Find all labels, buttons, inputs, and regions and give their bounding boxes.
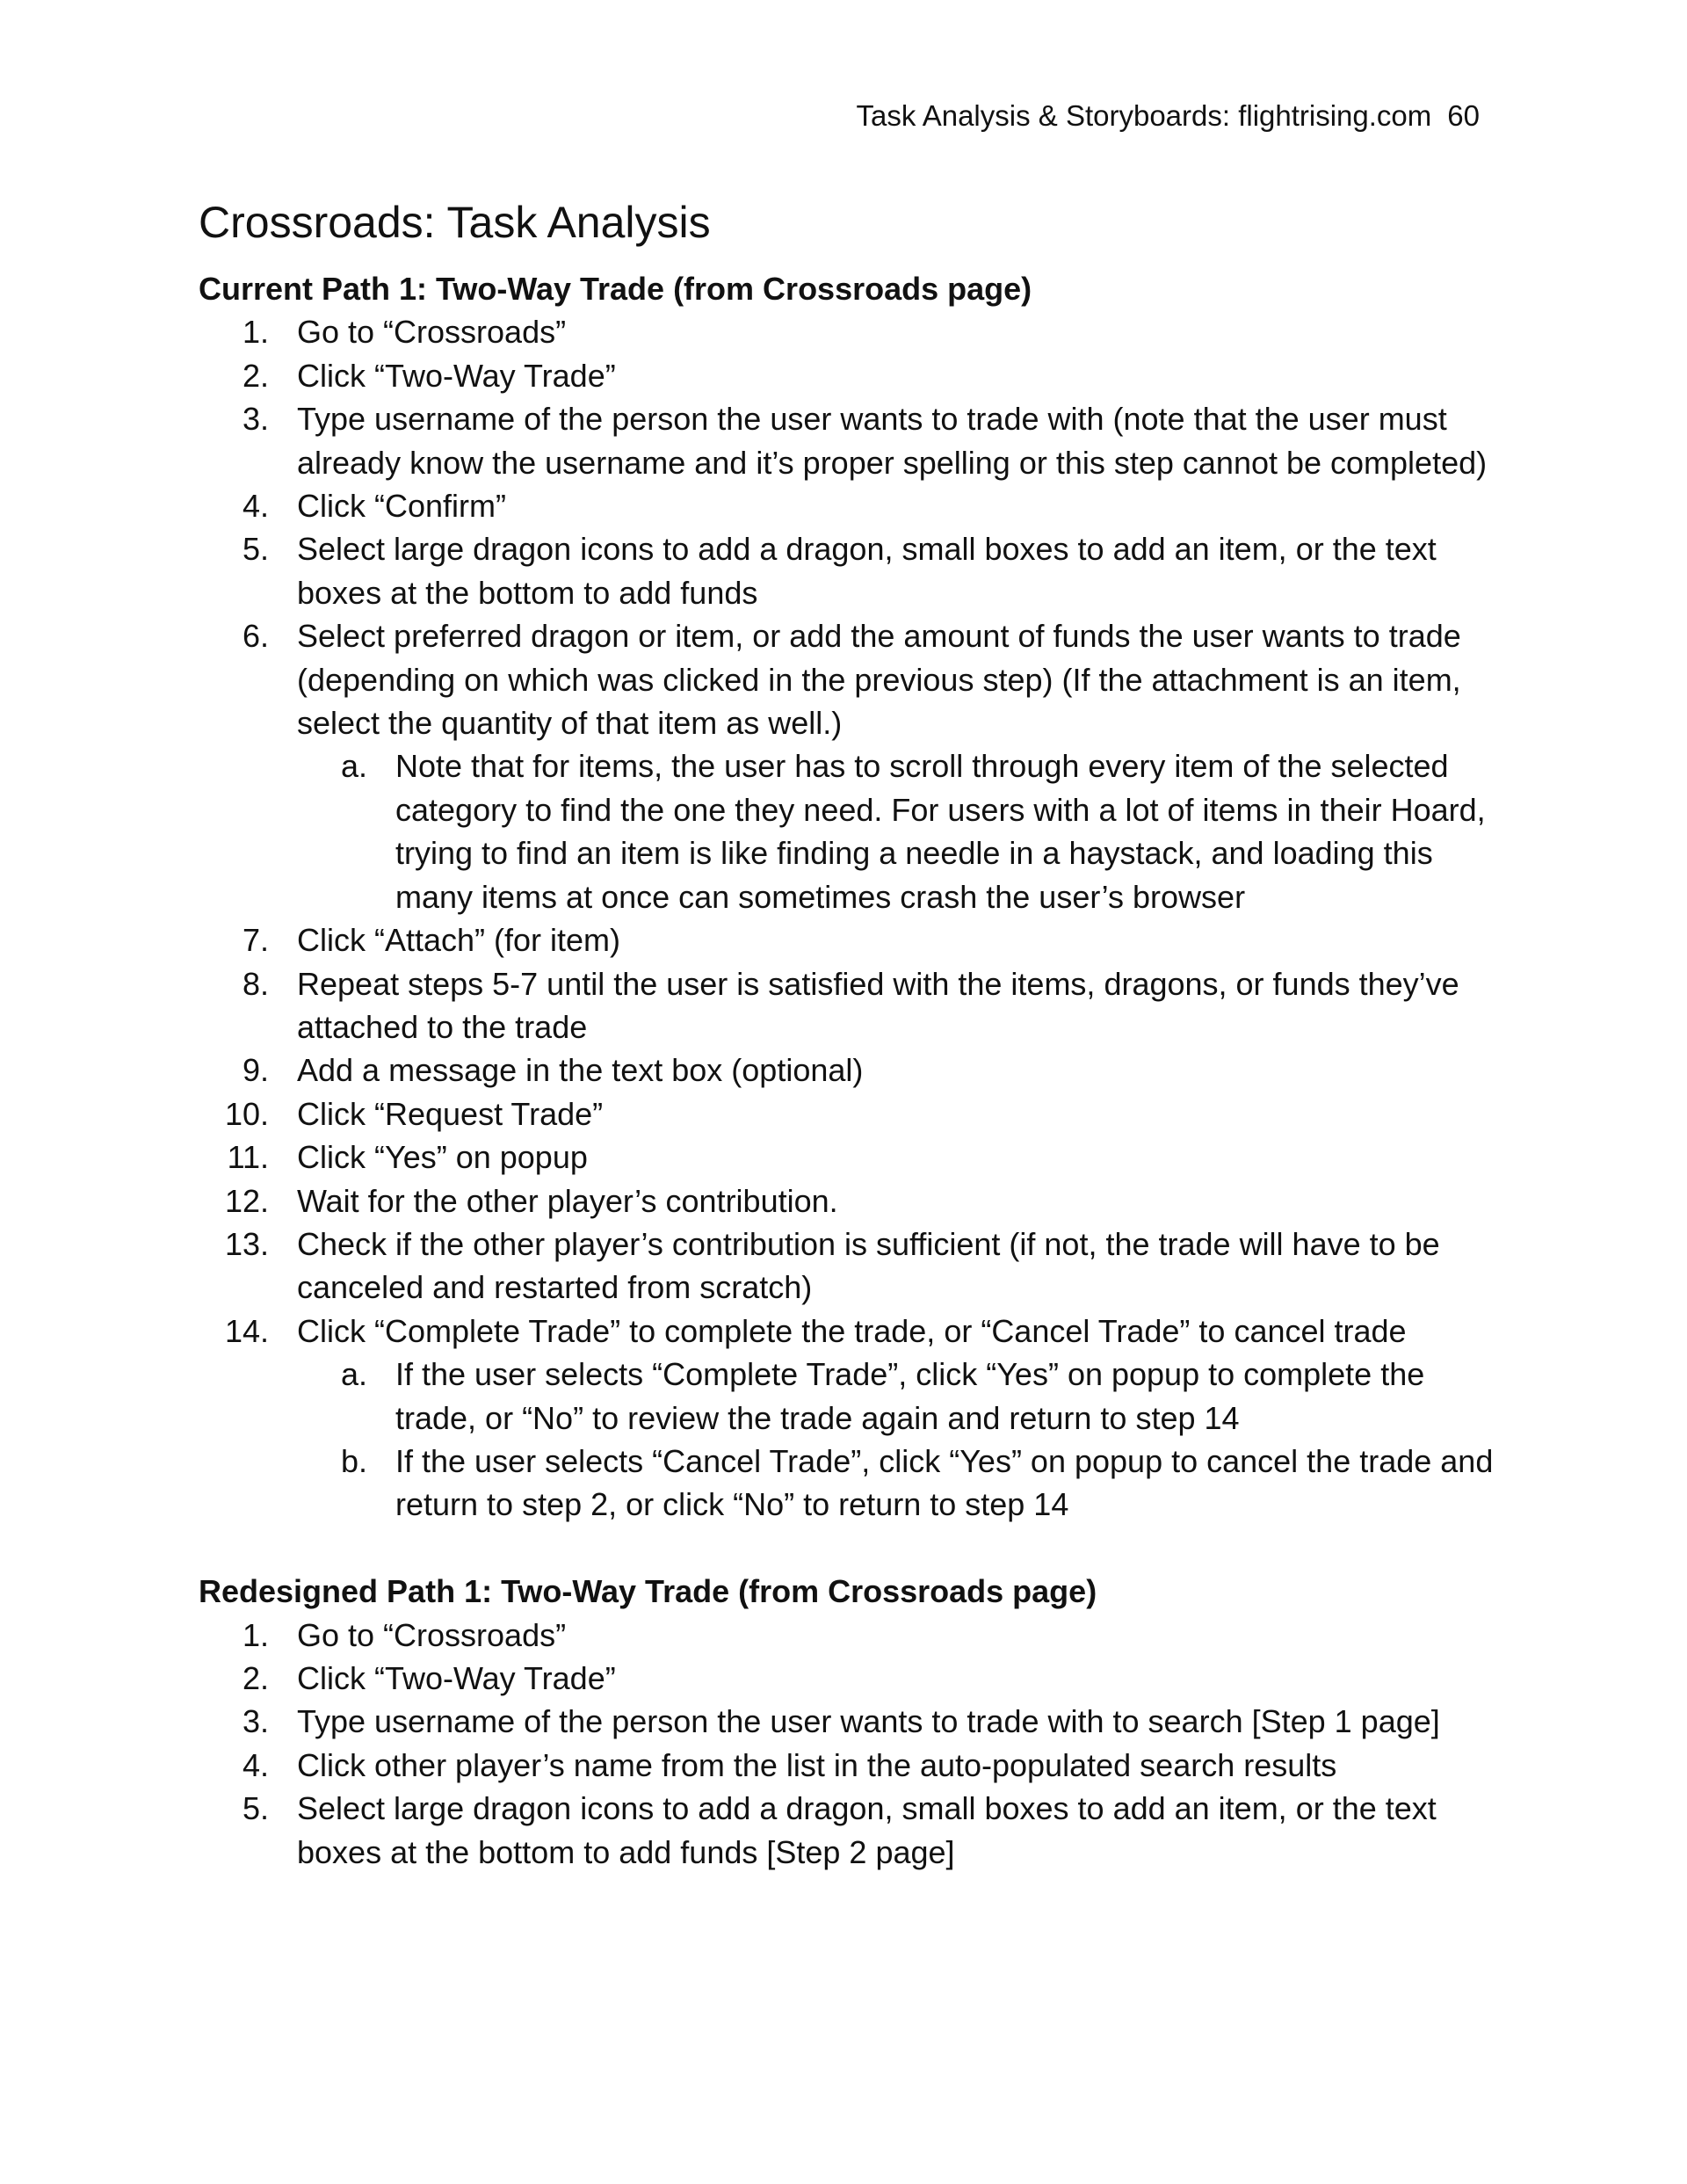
list-item [199,397,1499,484]
list-item [199,614,1499,918]
list-item [199,1657,1499,1700]
substep-text: If the user selects “Cancel Trade”, click “Yes” on popup to cancel the trade and return to step 2, or click “No” to return to step 14 [395,1442,1494,1523]
step-text: Add a message in the text box (optional) [297,1052,864,1089]
step-text: Click “Two-Way Trade” [297,357,616,394]
document-body [199,192,1499,1874]
step-text: Click “Request Trade” [297,1095,604,1132]
list-item [199,484,1499,527]
step-number: 5. [242,531,269,568]
sub-list-item [297,1353,1499,1440]
step-number: 13. [224,1225,269,1262]
step-number: 4. [242,488,269,525]
step-number: 12. [224,1182,269,1219]
list-item [199,1092,1499,1136]
sub-list-item [297,744,1499,918]
step-number: 2. [242,357,269,394]
list-item [199,1700,1499,1743]
list-item [199,1136,1499,1179]
substep-text: Note that for items, the user has to scroll through every item of the selected category to find the one they need. For users with a lot of items in their Hoard, trying to find an item is like finding a needle in a haystack, and loading this many items at once can sometimes crash the user’s browser [395,748,1486,915]
running-header [857,98,1480,134]
step-text: Click “Yes” on popup [297,1139,588,1176]
step-number: 1. [242,1616,269,1653]
step-number: 1. [242,314,269,351]
step-number: 2. [242,1659,269,1696]
sub-list [297,1353,1499,1527]
page-title: Crossroads: Task Analysis [199,198,711,247]
current-path-steps [199,310,1499,1526]
step-number: 10. [224,1095,269,1132]
redesigned-path-section [199,1570,1499,1874]
substep-letter: a. [340,748,367,785]
list-item [199,354,1499,397]
list-item [199,527,1499,614]
list-item [199,1614,1499,1657]
step-text: Select large dragon icons to add a dragon, small boxes to add an item, or the text boxes at the bottom to add funds [Step 2 page] [297,1790,1437,1870]
current-path-section [199,267,1499,1527]
redesigned-path-heading: Redesigned Path 1: Two-Way Trade (from Crossroads page) [199,1573,1097,1610]
list-item [199,1223,1499,1310]
step-text: Repeat steps 5-7 until the user is satisfied with the items, dragons, or funds they’ve attached to the trade [297,965,1459,1045]
step-text: Check if the other player’s contribution is sufficient (if not, the trade will have to be canceled and restarted from scratch) [297,1225,1440,1306]
step-number: 4. [242,1746,269,1783]
step-number: 5. [242,1790,269,1827]
current-path-heading: Current Path 1: Two-Way Trade (from Crossroads page) [199,271,1032,307]
step-text: Wait for the other player’s contribution. [297,1182,838,1219]
list-item [199,1048,1499,1092]
step-text: Click other player’s name from the list in the auto-populated search results [297,1746,1337,1783]
step-text: Go to “Crossroads” [297,314,567,351]
step-text: Click “Attach” (for item) [297,922,621,959]
step-number: 14. [224,1312,269,1349]
step-number: 9. [242,1052,269,1089]
page-number: 60 [1447,99,1480,132]
step-number: 7. [242,922,269,959]
list-item [199,1744,1499,1787]
substep-text: If the user selects “Complete Trade”, click “Yes” on popup to complete the trade, or “No” to review the trade again and return to step 14 [395,1356,1425,1436]
step-number: 8. [242,965,269,1002]
list-item [199,962,1499,1049]
step-number: 6. [242,618,269,655]
step-text: Type username of the person the user wants to trade with to search [Step 1 page] [297,1703,1440,1740]
step-text: Select preferred dragon or item, or add the amount of funds the user wants to trade (depending on which was clicked in the previous step) (If the attachment is an item, select the quantity of that item as well.) [297,618,1461,742]
running-title: Task Analysis & Storyboards: flightrising.com [856,99,1432,132]
step-number: 3. [242,401,269,438]
step-text: Click “Complete Trade” to complete the trade, or “Cancel Trade” to cancel trade [297,1312,1407,1349]
step-text: Go to “Crossroads” [297,1616,567,1653]
step-text: Select large dragon icons to add a dragon, small boxes to add an item, or the text boxes at the bottom to add funds [297,531,1437,611]
sub-list-item [297,1440,1499,1527]
step-number: 3. [242,1703,269,1740]
list-item [199,918,1499,961]
step-text: Click “Confirm” [297,488,506,525]
list-item [199,310,1499,353]
step-text: Click “Two-Way Trade” [297,1659,616,1696]
redesigned-path-steps [199,1614,1499,1874]
list-item [199,1179,1499,1223]
substep-letter: b. [340,1442,367,1479]
substep-letter: a. [340,1356,367,1393]
list-item [199,1787,1499,1874]
step-number: 11. [227,1139,269,1176]
sub-list [297,744,1499,918]
list-item [199,1310,1499,1527]
section-spacer [199,1527,1499,1570]
step-text: Type username of the person the user wants to trade with (note that the user must already know the username and it’s proper spelling or this step cannot be completed) [297,401,1488,481]
